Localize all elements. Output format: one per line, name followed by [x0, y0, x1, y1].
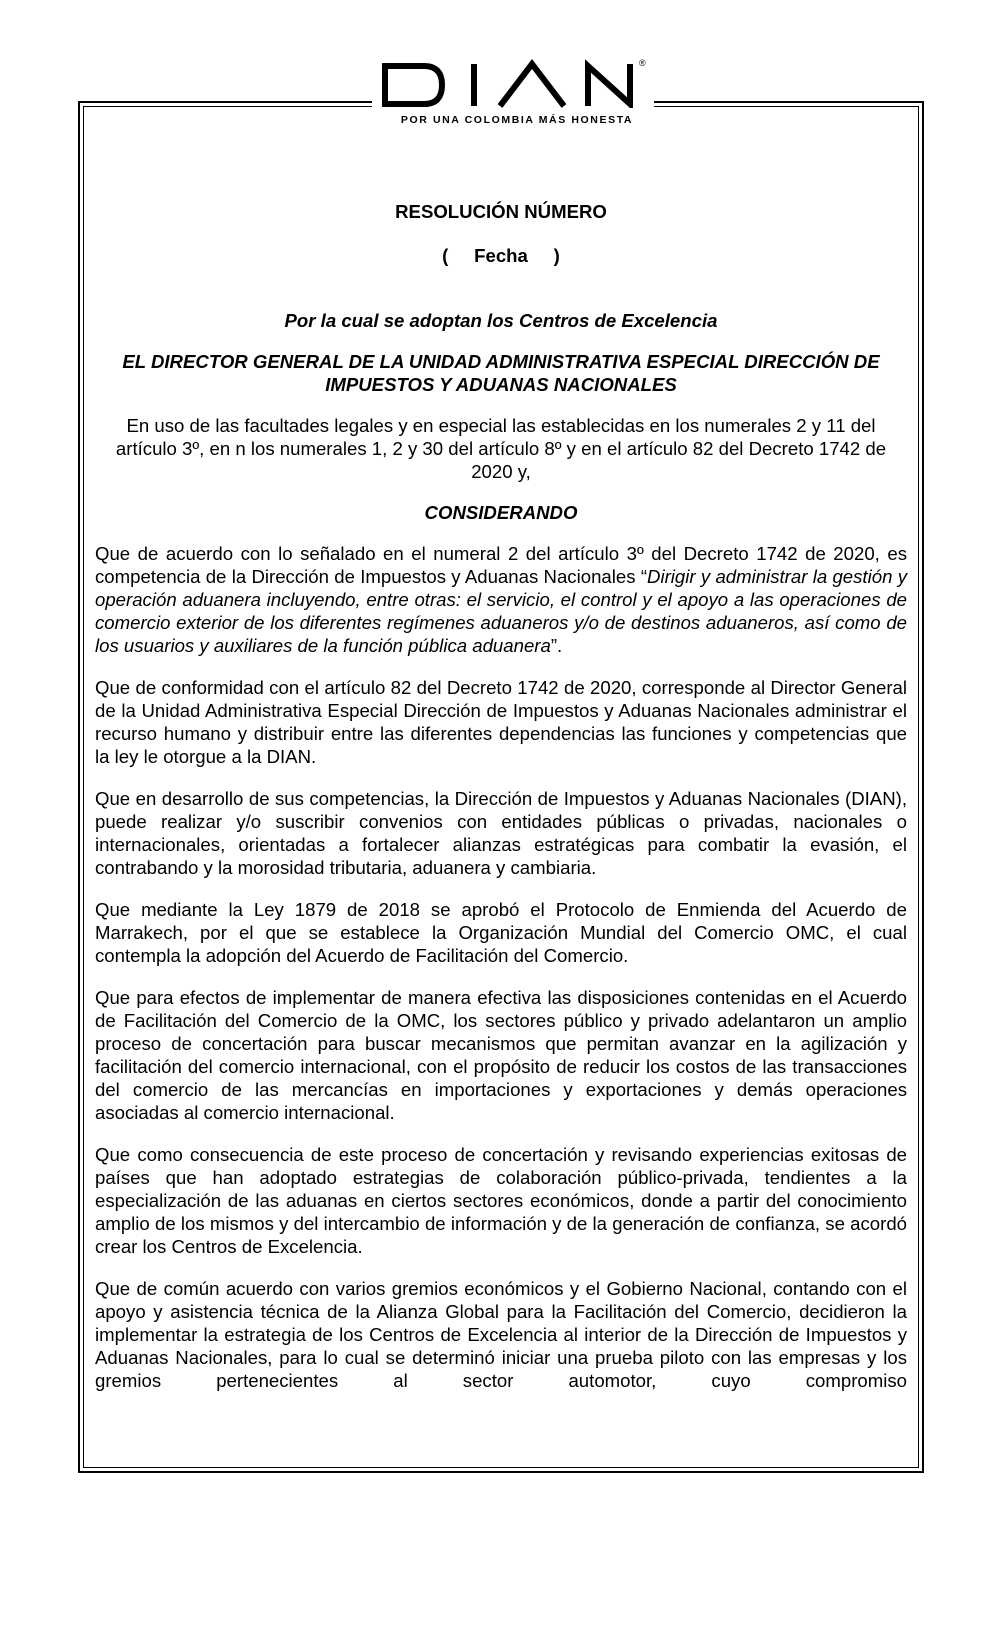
- document-body: [95, 200, 907, 1392]
- dian-wordmark-icon: [382, 58, 638, 108]
- date-line: ( Fecha ): [442, 245, 560, 266]
- legal-powers: En uso de las facultades legales y en especial las establecidas en los numerales 2 y 11 del artículo 3º, en n los numerales 1, 2 y 30 del artículo 8º y en el artículo 82 del Decreto 1742 de 2020 y,: [115, 415, 887, 482]
- paragraph-3: Que en desarrollo de sus competencias, la Dirección de Impuestos y Aduanas Nacionales (DIAN), puede realizar y/o suscribir convenios con entidades públicas o privadas, nacionales o internacionales, orientadas a fortalecer alianzas estratégicas para combatir la evasión, el contrabando y la morosidad tributaria, aduanera y cambiaria.: [95, 788, 907, 878]
- paragraph-4: Que mediante la Ley 1879 de 2018 se aprobó el Protocolo de Enmienda del Acuerdo de Marrakech, por el que se establece la Organización Mundial del Comercio OMC, el cual contempla la adopción del Acuerdo de Facilitación del Comercio.: [95, 899, 907, 966]
- issuing-authority: EL DIRECTOR GENERAL DE LA UNIDAD ADMINISTRATIVA ESPECIAL DIRECCIÓN DE IMPUESTOS Y ADUANAS NACIONALES: [122, 351, 880, 395]
- registered-mark: ®: [639, 58, 646, 68]
- paragraph-1-end: ”.: [550, 635, 563, 656]
- paragraph-7: Que de común acuerdo con varios gremios económicos y el Gobierno Nacional, contando con el apoyo y asistencia técnica de la Alianza Global para la Facilitación del Comercio, decidieron la implementar la estrategia de los Centros de Excelencia al interior de la Dirección de Impuestos y Aduanas Nacionales, para lo cual se determinó iniciar una prueba piloto con las empresas y los gremios pertenecientes al sector automotor, cuyo compromiso: [95, 1278, 907, 1391]
- paragraph-2: Que de conformidad con el artículo 82 del Decreto 1742 de 2020, corresponde al Director General de la Unidad Administrativa Especial Dirección de Impuestos y Aduanas Nacionales administrar el recurso humano y distribuir entre las diferentes dependencias las funciones y competencias que la ley le otorgue a la DIAN.: [95, 677, 907, 767]
- paragraph-1: [95, 542, 907, 657]
- logo-tagline: POR UNA COLOMBIA MÁS HONESTA: [400, 114, 634, 126]
- resolution-subject: Por la cual se adoptan los Centros de Excelencia: [284, 310, 718, 331]
- paragraph-1-text: Que de acuerdo con lo señalado en el numeral 2 del artículo 3º del Decreto 1742 de 2020, es competencia de la Dirección de Impuestos y Aduanas Nacionales “: [95, 543, 907, 587]
- paragraph-6: Que como consecuencia de este proceso de concertación y revisando experiencias exitosas de países que han adoptado estrategias de colaboración público-privada, tendientes a la especialización de las aduanas en ciertos sectores económicos, donde a partir del conocimiento amplio de los mismos y del intercambio de información y de la generación de confianza, se acordó crear los Centros de Excelencia.: [95, 1144, 907, 1257]
- considering-heading: CONSIDERANDO: [424, 502, 578, 523]
- paragraph-1-quote: Dirigir y administrar la gestión y operación aduanera incluyendo, entre otras: el servicio, el control y el apoyo a las operaciones de comercio exterior de los diferentes regímenes aduaneros y/o de destinos aduaneros, así como de los usuarios y auxiliares de la función pública aduanera: [95, 566, 907, 656]
- resolution-title: RESOLUCIÓN NÚMERO: [395, 201, 607, 222]
- paragraph-5: Que para efectos de implementar de manera efectiva las disposiciones contenidas en el Acuerdo de Facilitación del Comercio de la OMC, los sectores público y privado adelantaron un amplio proceso de concertación para buscar mecanismos que permitan avanzar en la agilización y facilitación del comercio internacional, con el propósito de reducir los costos de las transacciones del comercio de las mercancías en importaciones y exportaciones y demás operaciones asociadas al comercio internacional.: [95, 987, 907, 1123]
- dian-logo: [382, 58, 652, 128]
